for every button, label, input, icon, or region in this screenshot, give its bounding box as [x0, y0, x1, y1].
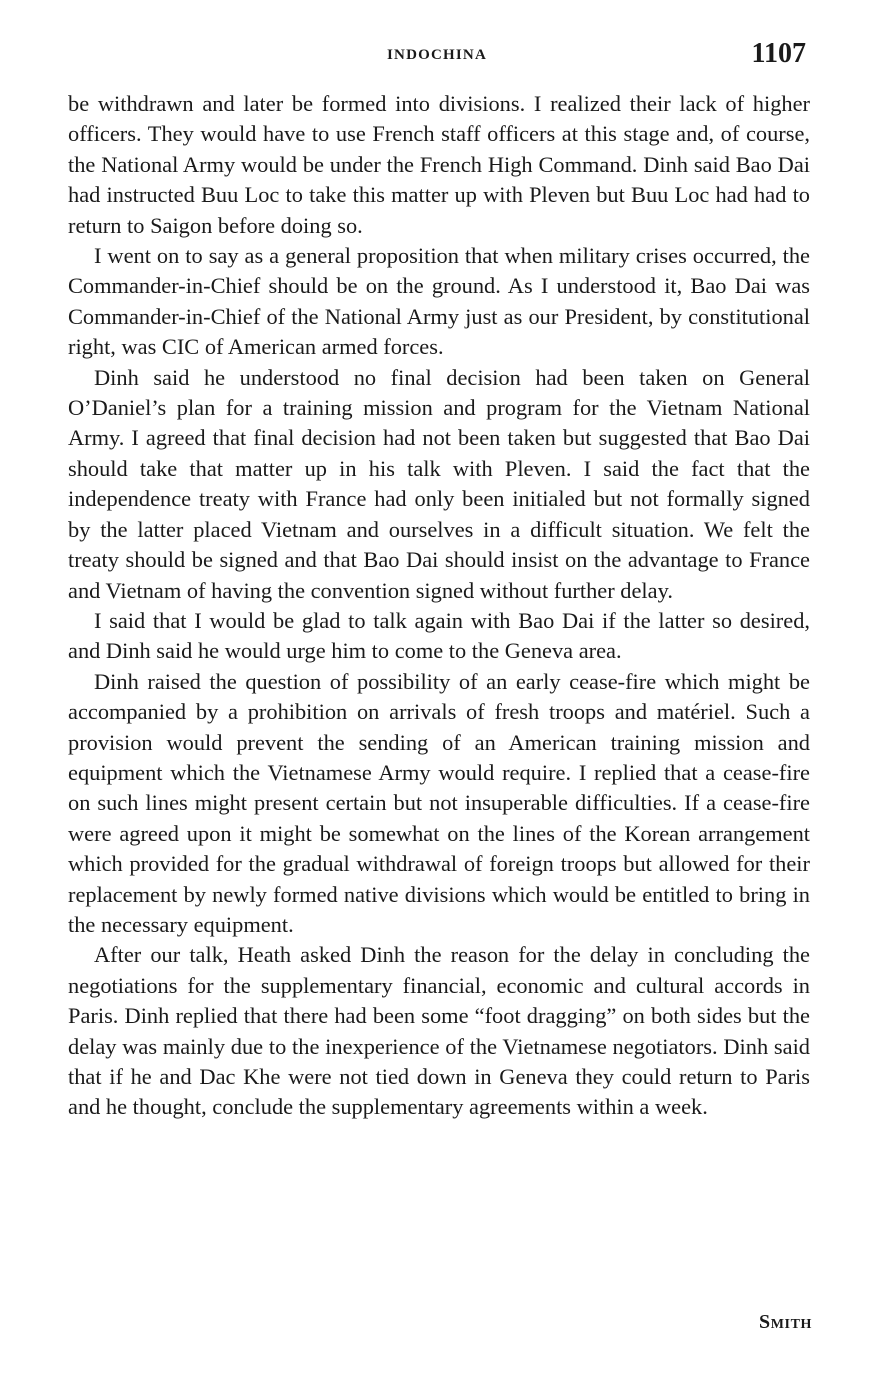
running-title: INDOCHINA [387, 47, 487, 63]
body-text [68, 89, 810, 1123]
paragraph: Dinh raised the question of possibility of an early cease-fire which might be accompanied by a prohibition on arrivals of fresh troops and matériel. Such a provision would prevent the sending of an American training mission and equipment which the Vietnamese Army would require. I replied that a cease-fire on such lines might present certain but not insuperable difficulties. If a cease-fire were agreed upon it might be somewhat on the lines of the Korean arrangement which provided for the gradual withdrawal of foreign troops but allowed for their replacement by newly formed native divisions which would be entitled to bring in the necessary equipment. [68, 668, 810, 937]
paragraph: I said that I would be glad to talk again with Bao Dai if the latter so desired, and Dinh said he would urge him to come to the Geneva area. [68, 607, 810, 664]
page-number: 1107 [751, 38, 806, 69]
signature: Smith [758, 1311, 812, 1333]
paragraph: Dinh said he understood no final decision had been taken on General O’Daniel’s plan for a training mission and program for the Vietnam National Army. I agreed that final decision had not been taken but suggested that Bao Dai should take that matter up in his talk with Pleven. I said the fact that the independence treaty with France had only been initialed but not formally signed by the latter placed Vietnam and ourselves in a difficult situation. We felt the treaty should be signed and that Bao Dai should insist on the advantage to France and Vietnam of having the convention signed without further delay. [68, 364, 810, 603]
paragraph: I went on to say as a general proposition that when military crises occurred, the Commander-in-Chief should be on the ground. As I understood it, Bao Dai was Commander-in-Chief of the National Army just as our President, by constitutional right, was CIC of American armed forces. [68, 243, 810, 360]
paragraph: After our talk, Heath asked Dinh the reason for the delay in concluding the negotiations for the supplementary financial, economic and cultural accords in Paris. Dinh replied that there had been some “foot dragging” on both sides but the delay was mainly due to the inexperience of the Vietnamese negotiators. Dinh said that if he and Dac Khe were not tied down in Geneva they could return to Paris and he thought, conclude the supplementary agreements within a week. [68, 942, 810, 1120]
running-head [68, 38, 806, 78]
paragraph-continuation: be withdrawn and later be formed into divisions. I realized their lack of higher officers. They would have to use French staff officers at this stage and, of course, the National Army would be under the French High Command. Dinh said Bao Dai had instructed Buu Loc to take this matter up with Pleven but Buu Loc had had to return to Saigon before doing so. [68, 91, 810, 238]
